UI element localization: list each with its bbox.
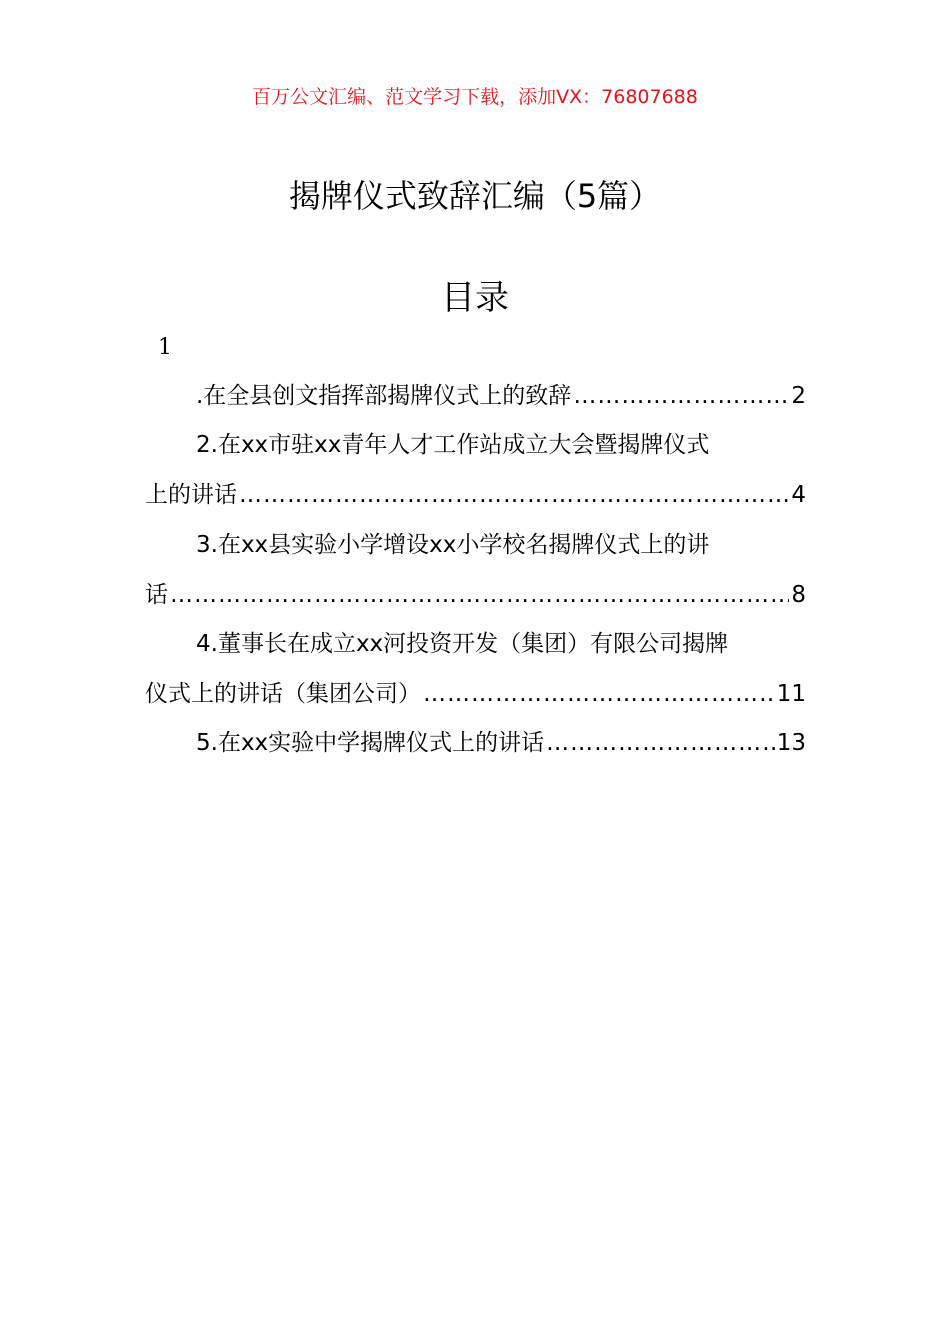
toc-heading: 目录	[441, 278, 509, 318]
toc-page-number: 11	[776, 681, 806, 707]
toc-leader-dots	[423, 677, 775, 711]
header-note: 百万公文汇编、范文学习下载，添加VX：76807688	[252, 86, 698, 108]
toc-entry-3-line-1[interactable]	[196, 528, 806, 562]
toc-leader-dots	[239, 478, 789, 512]
toc-page-number: 2	[791, 383, 806, 409]
toc-entry-4-line-1[interactable]	[196, 627, 806, 661]
toc-entry-3-line-2[interactable]	[145, 578, 806, 612]
toc-entry-4-line-2[interactable]	[145, 677, 806, 711]
toc-entry-2-line-1[interactable]	[196, 428, 806, 462]
toc-entry-2-line-2[interactable]	[145, 478, 806, 512]
toc-entry-5[interactable]	[196, 726, 806, 760]
toc-entry-text: 上的讲话	[145, 482, 237, 508]
toc-entry-text: 5.在xx实验中学揭牌仪式上的讲话	[196, 730, 545, 756]
toc-leader-dots	[573, 379, 789, 413]
toc-entry-text: 仪式上的讲话（集团公司）	[145, 681, 421, 707]
toc-page-number: 8	[791, 582, 806, 608]
toc-leader-dots	[170, 578, 789, 612]
toc-entry-text: 3.在xx县实验小学增设xx小学校名揭牌仪式上的讲	[196, 532, 710, 558]
toc-entry-text: 4.董事长在成立xx河投资开发（集团）有限公司揭牌	[196, 631, 729, 657]
toc-entry-text: 话	[145, 582, 168, 608]
stray-number: 1	[158, 335, 172, 360]
toc-entry-1[interactable]	[196, 379, 806, 413]
document-title: 揭牌仪式致辞汇编（5篇）	[288, 177, 662, 215]
toc-page-number: 4	[791, 482, 806, 508]
toc-entry-text: .在全县创文指挥部揭牌仪式上的致辞	[196, 383, 572, 409]
toc-entry-text: 2.在xx市驻xx青年人才工作站成立大会暨揭牌仪式	[196, 432, 710, 458]
toc-leader-dots	[546, 726, 775, 760]
toc-page-number: 13	[776, 730, 806, 756]
